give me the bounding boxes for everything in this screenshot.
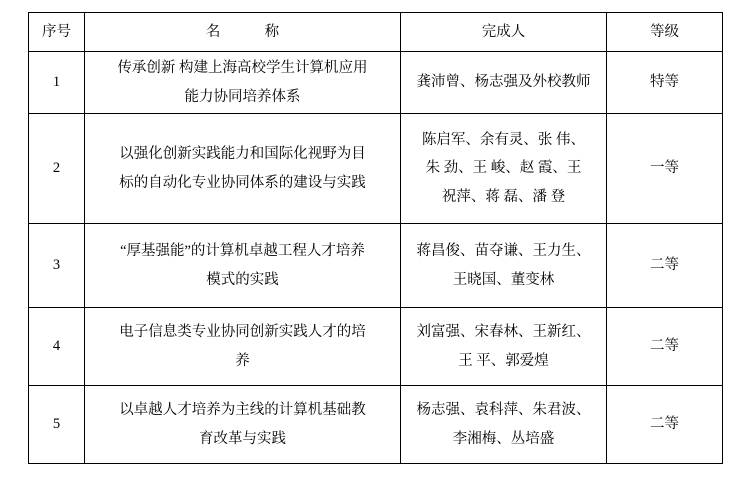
row-level: 特等 — [607, 52, 723, 114]
row-author-line: 蒋昌俊、苗夺谦、王力生、 — [416, 243, 591, 260]
row-name-line: 以强化创新实践能力和国际化视野为目 — [119, 146, 366, 163]
award-table — [28, 12, 723, 464]
column-header-name-text: 名 称 — [205, 23, 285, 40]
row-author — [401, 386, 607, 464]
row-no: 4 — [29, 308, 85, 386]
row-name-line: 能力协同培养体系 — [184, 88, 301, 105]
row-author-line: 陈启军、余有灵、张 伟、 — [421, 132, 586, 149]
row-no: 3 — [29, 224, 85, 308]
table-header — [29, 13, 723, 52]
table-body — [29, 52, 723, 464]
row-name-line: 标的自动化专业协同体系的建设与实践 — [119, 174, 366, 191]
row-name-line: 电子信息类专业协同创新实践人才的培 — [119, 324, 366, 341]
row-name-line: 育改革与实践 — [199, 430, 286, 447]
row-author-line: 刘富强、宋春林、王新红、 — [416, 324, 591, 341]
row-name — [85, 114, 401, 224]
table-row — [29, 114, 723, 224]
table-row — [29, 52, 723, 114]
row-author — [401, 224, 607, 308]
row-name-line: “厚基强能”的计算机卓越工程人才培养 — [120, 243, 365, 260]
row-level: 一等 — [607, 114, 723, 224]
row-name — [85, 386, 401, 464]
row-level: 二等 — [607, 386, 723, 464]
row-author-line: 龚沛曾、杨志强及外校教师 — [416, 74, 591, 91]
row-author — [401, 114, 607, 224]
row-author-line: 王晓国、董变林 — [452, 271, 555, 288]
row-level: 二等 — [607, 308, 723, 386]
row-name-line: 传承创新 构建上海高校学生计算机应用 — [117, 60, 368, 77]
row-name — [85, 224, 401, 308]
row-no: 1 — [29, 52, 85, 114]
row-author — [401, 308, 607, 386]
column-header-author: 完成人 — [401, 13, 607, 52]
award-table-container — [28, 12, 722, 464]
table-row — [29, 386, 723, 464]
row-no: 5 — [29, 386, 85, 464]
row-author-line: 杨志强、袁科萍、朱君波、 — [416, 402, 591, 419]
row-name-line: 以卓越人才培养为主线的计算机基础教 — [119, 402, 366, 419]
row-author-line: 王 平、郭爱煌 — [458, 352, 549, 369]
column-header-level: 等级 — [607, 13, 723, 52]
table-row — [29, 224, 723, 308]
row-name-line: 模式的实践 — [206, 271, 279, 288]
column-header-name — [85, 13, 401, 52]
row-level: 二等 — [607, 224, 723, 308]
row-name — [85, 308, 401, 386]
row-author-line: 朱 劲、王 峻、赵 霞、王 — [425, 160, 582, 177]
column-header-no: 序号 — [29, 13, 85, 52]
row-name — [85, 52, 401, 114]
row-author-line: 李湘梅、丛培盛 — [452, 430, 555, 447]
row-name-line: 养 — [235, 352, 250, 369]
table-row — [29, 308, 723, 386]
table-header-row — [29, 13, 723, 52]
row-author-line: 祝萍、蒋 磊、潘 登 — [441, 188, 566, 205]
row-author — [401, 52, 607, 114]
row-no: 2 — [29, 114, 85, 224]
